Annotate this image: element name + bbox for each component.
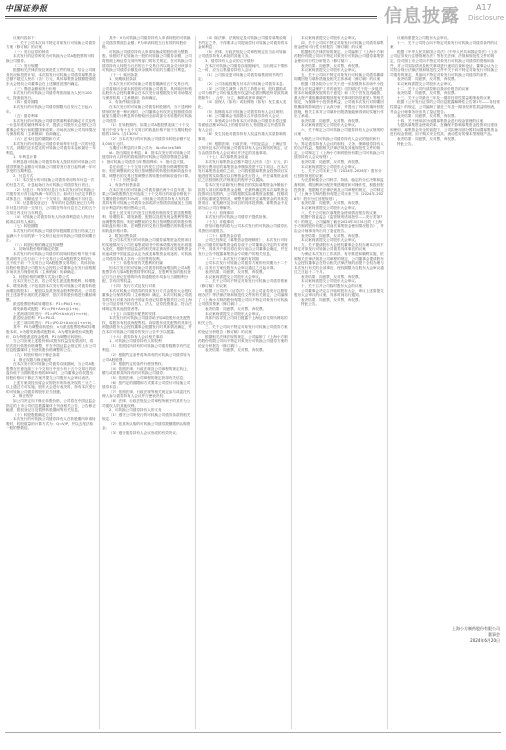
- paragraph: （8）法律、行政法规及公司章程所赋予的其作为公司债权人的其他权利。: [102, 398, 191, 408]
- paragraph: （十九）评级事项: [205, 219, 234, 224]
- paragraph: 上述方案须经出席会议的股东所持表决权的三分之二以上通过方可实施。股东大会进行表决时，持有本次发行的可转换公司债券的股东应当回避。: [6, 380, 96, 394]
- paragraph: 表决结果：同意票，反对票，弃权票。: [205, 348, 267, 353]
- paragraph: 3、债券持有人会议的召开情形: [205, 58, 255, 63]
- paragraph: 表决结果：同意票，反对票，弃权票。: [301, 118, 363, 123]
- paragraph: （六）还本付息的期限和方式: [13, 137, 60, 142]
- paragraph: （3）根据约定的条件行使回售权；: [109, 362, 166, 367]
- paragraph: 1、有条件回售条款: [109, 183, 141, 187]
- paragraph: 当公司出现上述股份和/或股东权益变化情况时，将依次进行转股价格调整，并在中国证监会指定的上市公司信息披露媒体上刊登转股价格调整的公告。: [6, 339, 96, 353]
- paragraph: 2、修正程序: [13, 394, 34, 399]
- paragraph: 1、年利息计算: [13, 155, 37, 160]
- paragraph: 表决结果：同意票，反对票，弃权票。: [301, 274, 363, 279]
- paragraph: 本次发行的可转换公司债券持有人在转股期内申请转股时，转股数量的计算方式为：Q=V/P，并以去尾法取一股的整数倍。: [6, 417, 96, 431]
- paragraph: （十八）担保事项: [205, 210, 234, 215]
- paragraph: 如公司决定向下修正转股价格，公司将在中国证监会指定的上市公司信息披露媒体上刊登相关公告，公告修正幅度、股权登记日及暂停转股期间等有关信息。: [6, 398, 96, 413]
- paragraph: （四）债券期限: [13, 100, 39, 105]
- paragraph: 本议案尚需提交公司股东大会审议。: [301, 238, 359, 243]
- paragraph: （2）依其所认购的可转换公司债券数额缴纳认购资金；: [102, 421, 191, 431]
- paragraph: 根据《公开发行证券的公司信息披露解释性公告第1号——非经常性损益》的规定，公司编制了最近三年及一期非经常性损益明细表，并由会计师事务所出具了鉴证报告。: [390, 100, 500, 114]
- paragraph: 本次可转换公司债券的具体发行方式由股东大会授权董事会与保荐机构（主承销商）确定。本次可转换公司债券的发行对象为持有中国证券登记结算有限责任公司上海分公司证券账户的自然人、法人、证券投资基金、符合法律规定的其他投资者等。: [102, 288, 192, 312]
- paragraph: （2）根据约定条件将所持有的可转换公司债券转为公司A股股票；: [102, 352, 191, 362]
- paragraph: 2、付息方式: [13, 173, 34, 178]
- paragraph: 根据相关法律法规的规定，公司编制了《上海小方制药股份有限公司向不特定对象发行可转换公司债券方案的论证分析报告（修订稿）》。: [198, 334, 288, 348]
- paragraph: 表决结果：同意票，反对票，弃权票。: [301, 201, 363, 206]
- paragraph: 若在上述交易日内发生过转股价格因发生派送股票股利、转增股本、增发新股、配股以及派发现金股利等情况而调整的情形，则在调整前的交易日按调整前的转股价格和收盘价格计算，在调整后的交易日按调整后的转股价格和收盘价格计算。: [102, 210, 192, 233]
- paragraph: （1）遵守公司所发行的可转换公司债券条款的相关规定；: [102, 412, 191, 422]
- paragraph: （5）拟修改本次可转换公司债券持有人会议规则；: [205, 109, 287, 114]
- paragraph: （5）依照法律、公司章程的规定获得有关信息；: [109, 375, 187, 380]
- paragraph: 本议案尚需提交公司股东大会审议。: [205, 274, 263, 279]
- paragraph: （9）根据法律、行政法规、中国证监会、上海证券交易所及本次可转换公司债券持有人会议规则的规定，应当由债券持有人会议审议并决定的其他事项。: [198, 141, 288, 155]
- paragraph: 本次发行募集资金总额不超过人民币（含）万元，扣除发行费用后的募集资金净额拟投资于以下项目。在本次发行募集资金到位之前，公司将根据募集资金投资项目实施进度的实际情况以自筹资金先行投入，并在募集资金到位之后按照相关法规规定的程序予以置换。: [198, 160, 288, 183]
- paragraph: 1、到期赎回条款: [109, 77, 137, 82]
- paragraph: 1、修正权限与修正幅度: [13, 357, 52, 362]
- paragraph: 十三、关于公司最近三年及一期非经常性损益明细表的议案: [397, 95, 491, 100]
- paragraph: 本议案尚需提交公司股东大会审议。: [205, 311, 263, 316]
- paragraph: 本议案尚需提交公司股东大会审议。: [301, 205, 359, 210]
- paragraph: 派送现金股利：P1=P0-D；: [13, 316, 58, 321]
- paragraph: 若在前述三十个交易日内发生过转股价格调整的情形，则在调整前的交易日按调整前的转股价格和收盘价计算，调整后的交易日按调整后的转股价格和收盘价计算。: [102, 164, 192, 178]
- paragraph: 本次发行的可转换公司债券给予原A股股东优先配售权，原股东有权放弃配售权。向原股东优先配售的具体比例提请股东大会授权董事会根据发行时具体情况确定，并在本次可转换公司债券的发行公告中予以披露。: [102, 316, 192, 334]
- paragraph: （八）转股价格的确定及其调整: [13, 242, 64, 247]
- paragraph: 表决结果：同意票，反对票，弃权票。: [397, 91, 459, 96]
- paragraph: （十七）本次募集资金用途: [205, 155, 249, 160]
- paragraph: （一）发行证券的种类: [13, 49, 49, 54]
- paragraph: 表决结果：同意票，反对票，弃权票。: [205, 270, 267, 275]
- paragraph: 为提高募集资金使用效率，在确保不影响募集资金投资项目建设和使用、募集资金安全的前提下，公司拟使用部分暂时闲置募集资金进行现金管理，用于购买安全性高、流动性好的保本型理财产品。: [390, 123, 498, 137]
- paragraph: 2、可转换公司债券持有人的义务: [109, 408, 162, 413]
- paragraph: 九、关于提请股东大会授权董事会全权办理本次向不特定对象发行可转换公司债券具体事宜的议案: [294, 242, 384, 252]
- paragraph: （十）转股股数确定方式: [13, 412, 53, 417]
- paragraph: 五、关于公司向不特定对象发行可转换公司债券摊薄即期回报与填补措施及相关主体承诺（修订稿）的议案: [294, 72, 384, 82]
- paragraph: 表决结果：同意票，反对票，弃权票。: [301, 297, 363, 302]
- paragraph: 在本次发行的可转换公司债券期满后五个交易日内，公司将赎回全部未转股的可转换公司债券，具体赎回价格由股东大会授权董事会在本次发行前根据发行时市场情况与保荐机构（主承销商）协商确定。: [102, 81, 192, 100]
- paragraph: （8）发生其他对债券持有人权益有重大实质影响的事项；: [198, 132, 287, 142]
- paragraph: 根据相关法律法规及规范性文件的规定，结合公司财务状况和投资计划，本次拟发行可转换公司债券募集资金总额不超过人民币（含）万元，具体募集资金数额提请股东大会授权公司董事会在上述额度范围内确定。: [6, 68, 96, 86]
- paragraph: 本次发行的证券种类为可转换为公司A股股票的可转换公司债券。: [6, 54, 95, 63]
- paragraph: （十四）发行方式及发行对象: [109, 284, 156, 289]
- paragraph: （五）债券利率: [13, 114, 39, 119]
- paragraph: 表决结果：同意票，反对票，弃权票。: [397, 114, 459, 119]
- paragraph: 本议案尚需提交公司股东大会审议。: [397, 81, 455, 86]
- paragraph: （6）按约定的期限和方式要求公司偿付可转换公司债券本息；: [102, 380, 191, 390]
- footer-rule: [5, 732, 501, 733]
- paragraph: 在本次发行的可转换公司债券存续期间，当公司A股股票在任意连续三十个交易日中至少有十五个交易日的收盘价低于当期转股价格的85%时，公司董事会有权提出转股价格向下修正方案并提交公司股东大会审议表决。: [6, 362, 96, 380]
- paragraph: （1）本次发行的可转换公司债券采用每年付息一次的付息方式，计息起始日为可转换公司债券发行首日。: [6, 178, 95, 187]
- header-rule: [5, 16, 377, 17]
- paragraph: 2、附加回售条款: [109, 233, 137, 238]
- paragraph: 根据相关法律法规的规定，公司编制了《上海小方制药股份有限公司向不特定对象发行可转换公司债券募集资金使用可行性分析报告（修订稿）》。: [294, 49, 384, 63]
- newspaper-name: 中国证券报: [5, 3, 48, 13]
- signature-company: 上海小方制药股份有限公司: [452, 626, 500, 631]
- paragraph: （2）付息日：每年的付息日为本次发行的可转换公司债券发行首日起每满一年的当日。如该日为法定节假日或休息日，则顺延至下一个交易日，顺延期间不另付息。: [6, 187, 96, 201]
- paragraph: （1）依照其所持有的可转换公司债券数额享有约定利息；: [102, 343, 191, 353]
- paragraph: 议案内容如下：: [13, 36, 39, 40]
- paragraph: （3）公司发生减资（因员工持股计划、股权激励或公司为维护公司价值及股东权益所必需回购股份导致的减资除外）、合并、分立、解散或者申请破产；: [198, 86, 288, 100]
- header-rule-thin: [5, 18, 377, 19]
- paragraph: （十三）转股年度有关股利的归属: [109, 261, 163, 266]
- paragraph: 根据《公司法》《证券法》《上市公司证券发行注册管理办法》等法律法规和规范性文件的有关规定，公司编制了《上海小方制药股份有限公司向不特定对象发行可转换公司债券预案（修订稿）》。: [198, 288, 288, 307]
- paragraph: 资信评级机构将为公司本次发行的可转换公司债券出具资信评级报告。: [198, 224, 288, 233]
- text-column-2: [102, 36, 192, 729]
- paragraph: 本议案尚需提交公司股东大会审议。: [301, 279, 359, 284]
- paragraph: 年利息指可转换公司债券持有人按持有的可转换公司债券票面总金额自可转换公司债券发行首日起每满一年可享受的当期利息。: [6, 160, 96, 174]
- paragraph: 公司董事会决定召开临时股东大会，审议上述需提交股东大会审议的议案，具体时间另行通知。: [294, 288, 384, 298]
- paragraph: （三）票面金额和发行价格: [13, 86, 57, 91]
- column-divider: [195, 36, 196, 729]
- page-number: A17: [476, 3, 492, 12]
- paragraph: 表决结果：同意票，反对票，弃权票。: [397, 137, 459, 142]
- paragraph: 议案尚需提交公司股东大会审议。: [397, 36, 451, 40]
- paragraph: 本议案尚需提交公司股东大会审议。: [301, 123, 359, 128]
- paragraph: 表决结果：同意票，反对票，弃权票。: [301, 233, 363, 238]
- paragraph: （7）单独或合计持有本次可转换公司债券未偿还债券面值总额10%以上的债券持有人书面提议召开债券持有人会议；: [198, 118, 287, 132]
- paragraph: 十一、关于公司符合向不特定对象发行可转换公司债券条件的议案: [390, 40, 498, 50]
- paragraph: 三、关于公司向不特定对象发行可转换公司债券方案的论证分析报告（修订稿）的议案: [198, 325, 288, 334]
- paragraph: IA：指当期应计利息；B：指本次发行的可转换公司债券持有人持有的将赎回的可转换公司债券票面总金额；i：指可转换公司债券当年票面利率；t：指计息天数。: [102, 150, 192, 165]
- paragraph: 表决结果：同意票，反对票，弃权票。: [205, 307, 267, 312]
- paragraph: 本次发行的可转换公司债券期限为自发行之日起六年。: [6, 104, 93, 114]
- paragraph: 在本次发行之后，若公司发生派送股票股利、转增股本、增发新股（不包括因本次发行的可转换公司债券转股而增加的股本）、配股以及派发现金股利等情况，公司将按上述条件出现的先后顺序，依次对转股价格进行累积调整。: [6, 279, 96, 302]
- paragraph: 八、关于公司前次募集资金使用情况报告的议案: [301, 210, 377, 215]
- paragraph: 在本次发行的可转换公司债券转股期内，当下述两种情形的任意一种出现时，公司董事会有权决定按照债券面值加当期应计利息的价格赎回全部或部分未转股的可转换公司债券：: [102, 104, 192, 123]
- paragraph: 具体内容详见公司同日披露于上海证券交易所网站的相关公告。: [198, 316, 288, 325]
- paragraph: （七）转股期限: [13, 224, 39, 229]
- paragraph: 本次发行的可转换公司债券的初始转股价格不低于募集说明书公告日前二十个交易日公司A股股票交易均价，且不低于前一个交易日公司A股股票交易均价，具体初始转股价格提请公司股东大会授权公司董事会在发行前根据市场状况与保荐机构（主承销商）协商确定。: [6, 251, 96, 275]
- paragraph: 特此公告。: [397, 141, 415, 146]
- paragraph: 十、关于召开公司临时股东大会的议案: [301, 284, 363, 289]
- paragraph: （6）公司董事会书面提议召开债券持有人会议；: [205, 114, 283, 119]
- paragraph: 其中：V为可转换公司债券持有人申请转股的可转换公司债券票面总金额；P为申请转股当日有效的转股价格。: [102, 36, 191, 50]
- paragraph: （十二）回售条款: [109, 178, 138, 183]
- paragraph: （1）在转股期内，如果公司A股股票连续三十个交易日中至少有十五个交易日的收盘价格不低于当期转股价格的130%（含130%）；: [102, 123, 192, 137]
- paragraph: 2、有条件赎回条款: [109, 100, 141, 105]
- signature-date: 2024年6月20日: [470, 638, 500, 643]
- paragraph: 一、关于公司本次向不特定对象发行可转换公司债券方案（修订稿）的议案: [6, 40, 96, 50]
- paragraph: 本次发行的可转换公司债券不提供担保。: [205, 215, 270, 220]
- paragraph: 本议案尚需提交公司股东大会审议。: [301, 68, 359, 73]
- paragraph: （二）发行规模: [13, 63, 39, 68]
- text-column-4: [294, 36, 384, 729]
- paragraph: 二、关于公司向不特定对象发行可转换公司债券预案（修订稿）的议案: [198, 279, 288, 289]
- column-divider: [99, 36, 100, 729]
- paragraph: 为保证本次发行工作高效、有序推进和顺利实施，依照相关法律法规及公司章程的规定，公司董事会提请股东大会授权董事会在符合相关法律法规的前提下全权办理与本次发行有关的全部事宜，授权期限为自股东大会审议通过之日起十二个月。: [294, 251, 384, 275]
- paragraph: 表决结果：同意票，反对票，弃权票。: [301, 63, 363, 68]
- paragraph: 七、关于公司未来三年（2024年-2026年）股东分红回报规划的议案: [294, 169, 382, 178]
- paragraph: （十一）赎回条款: [109, 72, 138, 77]
- paragraph: 特此公告。: [301, 302, 319, 307]
- paragraph: （3）遵守债券持有人会议形成的有效决议；: [109, 431, 180, 436]
- paragraph: 四、关于公司向不特定对象发行可转换公司债券募集资金使用可行性分析报告（修订稿）的议案: [294, 40, 384, 50]
- paragraph: （九）转股价格向下修正条款: [13, 352, 60, 357]
- paragraph: 可转换公司债券持有人申请转换成的股份须为整数股。转股时不足转换为一股的可转换公司债券余额，公司将按照上海证券交易所等部门的有关规定，在可转换公司债券持有人转股当日后的五个交易日内以现金兑付该部分可转换公司债券余额及该余额所对应的当期应计利息。: [102, 49, 192, 73]
- signature-board: 董事会: [488, 632, 500, 637]
- signature-block: [432, 626, 500, 644]
- paragraph: 上述三项同时进行：P1=(P0-D+A×k)/(1+n+k)。: [13, 320, 95, 325]
- paragraph: 公司已经制定《募集资金管理制度》，本次发行可转换公司债券的募集资金将存放于公司董事会决定的专项账户中，具体开户事宜将在发行前由公司董事会确定，并在发行公告中披露募集资金专项账户的相关信息。: [198, 238, 288, 256]
- paragraph: （4）可转换公司债券持有人所获得利息收入的应付税项由持有人承担。: [6, 215, 95, 224]
- paragraph: 本次发行的可转换公司债券票面利率的确定方式及每一计息年度的最终利率水平，提请公司股东大会授权公司董事会在发行前根据国家政策、市场状况和公司具体情况与保荐机构（主承销商）协商确定。: [6, 118, 96, 137]
- paragraph: （4）依照法律、行政法规及公司章程的规定转让、赠与或质押其所持有的可转换公司债券；: [102, 366, 191, 376]
- paragraph: 表决结果：同意票，反对票，弃权票。: [397, 77, 459, 82]
- paragraph: （十五）向原股东配售的安排: [109, 311, 156, 316]
- paragraph: 若本次发行扣除发行费用后的实际募集资金净额低于拟投入项目的募集资金金额，在最终确定的本次募集资金投资项目范围内，公司将根据实际募集资金数额，按照项目的轻重缓急等情况，调整并最终决定募集资金的具体投资项目、优先顺序及各项目的具体投资额，募集资金不足部分由公司自筹解决。: [198, 183, 288, 210]
- paragraph: 十二、关于公司内部控制自我评价报告的议案: [397, 86, 469, 91]
- text-column-1: [6, 36, 96, 729]
- column-divider: [387, 36, 388, 729]
- paragraph: 本议案尚需提交公司股东大会审议。: [301, 164, 359, 169]
- paragraph: 公司本次发行可转换公司债券方案的有效期为十二个月，自发行方案经股东大会审议通过之日起计算。: [198, 261, 288, 270]
- paragraph: 本议案尚需提交公司股东大会审议。: [301, 36, 359, 40]
- column-divider: [291, 36, 292, 729]
- paragraph: 根据《国务院办公厅关于进一步加强资本市场中小投资者合法权益保护工作的意见》《国务院关于进一步促进资本市场健康发展的若干意见》和《关于首发及再融资、重大资产重组摊薄即期回报有关事项的指导意见》等相关规定，为保障中小投资者利益，公司就本次发行对即期回报摊薄的影响进行了认真分析，并提出了具体的填补回报措施，相关主体对公司填补回报措施能够得到切实履行作出了承诺。: [294, 81, 384, 119]
- paragraph: 2、转股价格的调整方式及计算公式: [13, 274, 70, 279]
- paragraph: 若公司本次发行的可转换公司债券募集资金投资项目的实施情况与公司在募集说明书中的承诺情况相比出现重大变化，根据中国证监会的相关规定被视作改变募集资金用途或被中国证监会认定为改变募集资金用途的，可转换公司债券持有人享有一次回售的权利。: [102, 238, 192, 261]
- paragraph: 本次发行的可转换公司债券采用每年付息一次的付息方式，到期归还未偿还的可转换公司债券本金和最后一年利息。: [6, 141, 96, 155]
- paragraph: （2）公司未能按期支付本次可转换公司债券本息；: [205, 81, 287, 86]
- paragraph: 本次发行的可转换公司债券转股期限自发行结束之日起满六个月后的第一个交易日起至可转换公司债券到期日止。: [6, 228, 96, 243]
- section-title-en: Disclosure: [468, 14, 505, 22]
- paragraph: 本次发行的可转换公司债券每张面值为人民币100元，按面值发行。: [6, 91, 92, 100]
- paragraph: 1、初始转股价格的确定依据: [13, 247, 59, 252]
- paragraph: 其中：P0为调整前转股价，n为派送股票股利或转增股本率，k为增发新股或配股率，A为增发新股价或配股价，D为每股派送现金股利，P1为调整后转股价。: [6, 325, 96, 339]
- paragraph: （1）公司拟变更可转换公司债券募集说明书的约定；: [198, 72, 283, 82]
- paragraph: 十四、关于使用部分闲置募集资金进行现金管理的议案: [397, 118, 484, 123]
- paragraph: 表决结果：同意票，反对票，弃权票。: [301, 160, 363, 165]
- paragraph: 1、可转换公司债券持有人的权利: [109, 339, 162, 344]
- paragraph: 根据《中华人民共和国公司法》《中华人民共和国证券法》《上市公司证券发行注册管理办法》等有关法律、法规和规范性文件的规定，经对照上市公司向不特定对象发行可转换公司债券的资格和条件，对公司实际情况及相关事项进行逐项自查和论证，董事会认为公司符合现行法律法规和规范性文件中关于向不特定对象发行可转换公司债券的规定，具备向不特定对象发行可转换公司债券的条件。: [390, 49, 498, 77]
- paragraph: 为完善和健全公司科学、持续、稳定的分红决策和监督机制，增加利润分配决策透明度和可操作性，积极回报投资者，根据相关法律法规及公司章程的规定，公司制定了《上海小方制药股份有限公司未来三年（2024年-2026年）股东分红回报规划》。: [294, 178, 384, 201]
- paragraph: 上述两项同时进行：P1=(P0+A×k)/(1+n+k)；: [13, 311, 91, 316]
- paragraph: 派送股票股利或转增股本：P1=P0/(1+n)；: [13, 302, 84, 307]
- paragraph: （二十一）本次发行方案的有效期: [205, 256, 259, 261]
- paragraph: （7）依照法律、行政法规等相关规定参与或委托代理人参与债券持有人会议并行使表决权；: [102, 389, 191, 399]
- section-title: 信息披露: [384, 6, 460, 27]
- paragraph: 为规范公司可转换公司债券持有人会议的组织和行为，界定债券持有人会议的职权、义务，保障债券持有人的合法权益，根据相关法律法规及其他规范性文件的规定，公司制定了《上海小方制药股份有限公司可转换公司债券持有人会议规则》。: [294, 137, 384, 160]
- paragraph: （4）除法律、法规规定及可转换公司债券募集说明书约定之外，不得要求公司提前偿付可转换公司债券的本金和利息；: [198, 36, 288, 50]
- paragraph: 当期应计利息的计算公式为：IA=B×i×t/365: [109, 146, 182, 151]
- paragraph: （5）法律、行政法规及公司章程规定应当由可转换公司债券持有人承担的其他义务。: [198, 49, 287, 59]
- paragraph: 根据中国证监会《监管规则适用指引——发行类第7号》的规定，公司编制了截至2024年3月31日的《上海小方制药股份有限公司前次募集资金使用情况报告》，并由会计师事务所出具了鉴证报告。: [294, 215, 384, 233]
- paragraph: 在本次可转换公司债券存续期间内，当出现以下情形之一时，应当召集债券持有人会议：: [198, 63, 288, 73]
- page-header: [0, 0, 506, 34]
- text-column-5: [390, 36, 500, 622]
- paragraph: 在本次发行的可转换公司债券最后两个计息年度，如果公司A股股票在任何连续三十个交易日的收盘价格低于当期转股价格的70%时，可转换公司债券持有人有权将其持有的可转换公司债券全部或部分按债券面值加上当期应计利息的价格回售给公司。: [102, 187, 192, 210]
- text-column-3: [198, 36, 288, 729]
- paragraph: （4）担保人（如有）或担保物（如有）发生重大变化；: [198, 100, 287, 109]
- paragraph: （2）当本次发行的可转换公司债券未转股余额不足3,000万元时。: [102, 137, 191, 146]
- paragraph: （十六）债券持有人会议相关事项: [109, 334, 163, 339]
- paragraph: 增发新股或配股：P1=(P0+A×k)/(1+k)；: [13, 307, 83, 312]
- paragraph: （3）付息债权登记日：每年的付息债权登记日为每年付息日的前一交易日，公司将在每年付息日之后的五个交易日内支付当年利息。: [6, 201, 96, 215]
- paragraph: 因本次发行的可转换公司债券转股而增加的公司A股股票享有与原A股股票同等的权益，在股利发放的股权登记日当日登记在册的所有普通股股东均参与当期股利分配，享有同等权益。: [102, 265, 191, 284]
- paragraph: 六、关于制定公司可转换公司债券持有人会议规则的议案: [294, 127, 384, 137]
- paragraph: （二十）募集资金存管: [205, 233, 241, 238]
